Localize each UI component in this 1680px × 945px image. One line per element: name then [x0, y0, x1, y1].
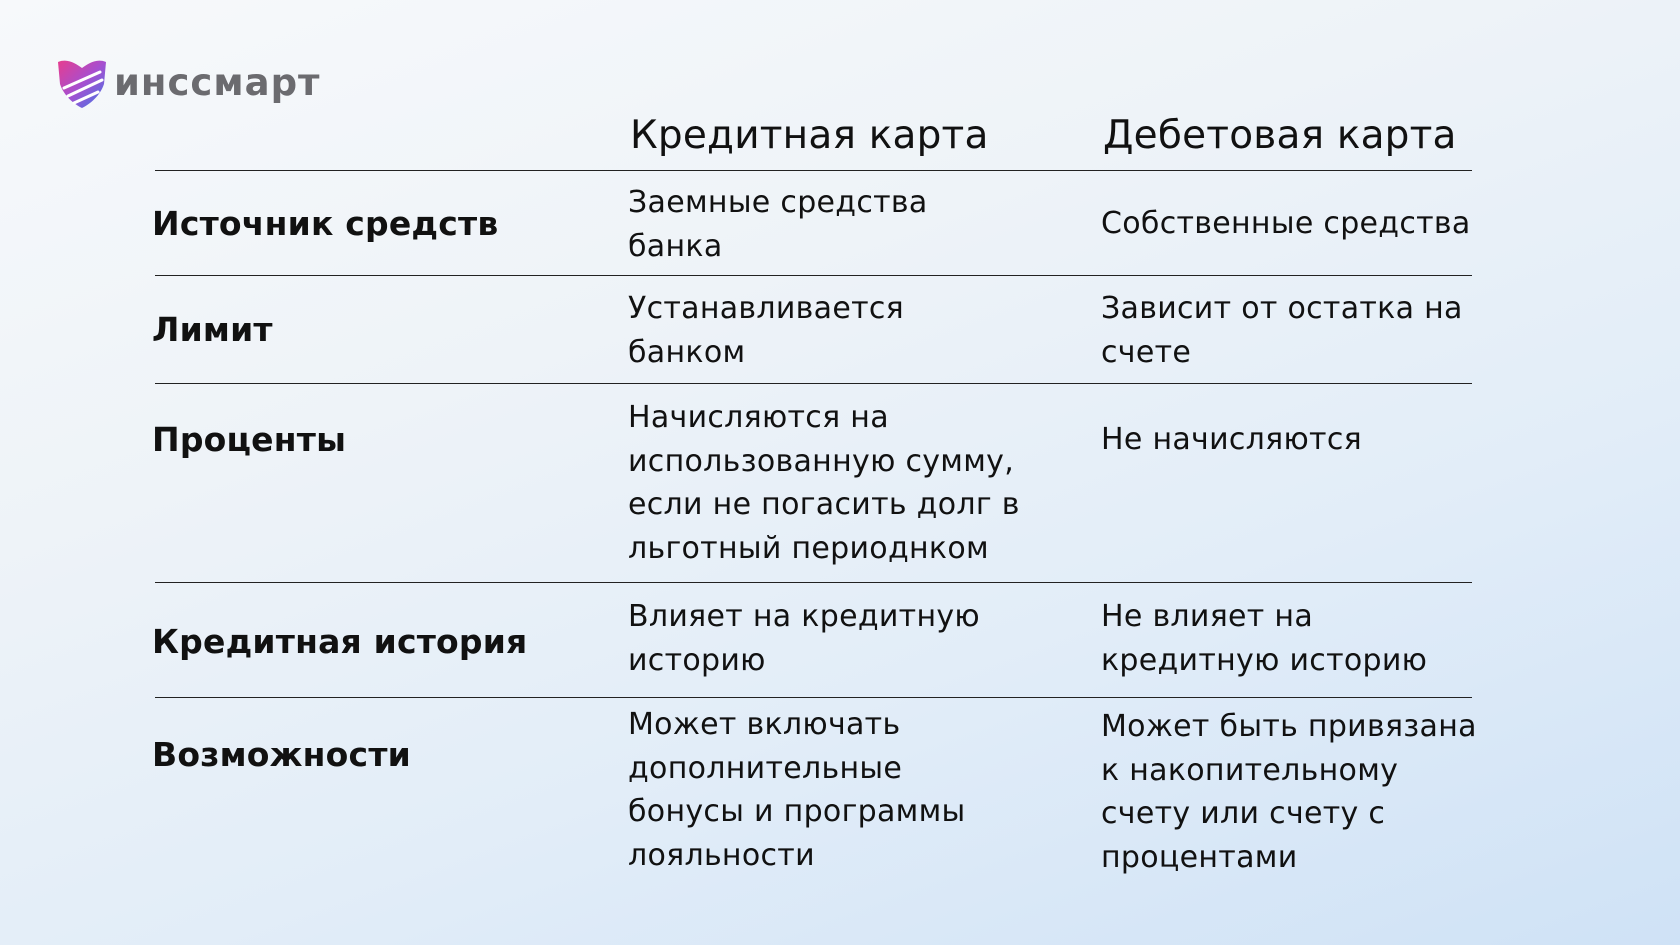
table-row — [152, 583, 1472, 698]
table-row — [152, 276, 1472, 384]
row-label-credit-history: Кредитная история — [152, 622, 528, 661]
cell-credit-limit: Устанавливается банком — [628, 291, 905, 370]
shield-logo-icon — [54, 54, 110, 110]
cell-debit-features: Может быть привязана к накопительному счету или счету с процентами — [1101, 709, 1477, 875]
row-label-interest: Проценты — [152, 420, 347, 459]
table-row — [152, 698, 1477, 888]
cell-debit-funds-source: Собственные средства — [1101, 206, 1471, 241]
column-header-credit-card: Кредитная карта — [630, 113, 989, 158]
cell-debit-limit: Зависит от остатка на счете — [1101, 291, 1463, 370]
table-header-row — [155, 100, 1472, 171]
row-label-features: Возможности — [152, 735, 411, 774]
cell-debit-interest: Не начисляются — [1101, 422, 1362, 457]
cell-credit-features: Может включать дополнительные бонусы и программы лояльности — [628, 707, 966, 873]
cell-credit-history: Влияет на кредитную историю — [628, 599, 980, 678]
column-header-debit-card: Дебетовая карта — [1103, 113, 1457, 158]
row-label-funds-source: Источник средств — [152, 204, 499, 243]
table-row — [152, 384, 1472, 583]
table-row — [152, 171, 1472, 276]
cell-credit-interest: Начисляются на использованную сумму, если не погасить долг в льготный периоднком — [628, 400, 1020, 566]
cell-credit-funds-source: Заемные средства банка — [628, 185, 928, 264]
cell-debit-history: Не влияет на кредитную историю — [1101, 599, 1428, 678]
row-label-limit: Лимит — [152, 310, 273, 349]
brand-name: инссмарт — [114, 60, 321, 104]
comparison-table — [152, 100, 1477, 888]
